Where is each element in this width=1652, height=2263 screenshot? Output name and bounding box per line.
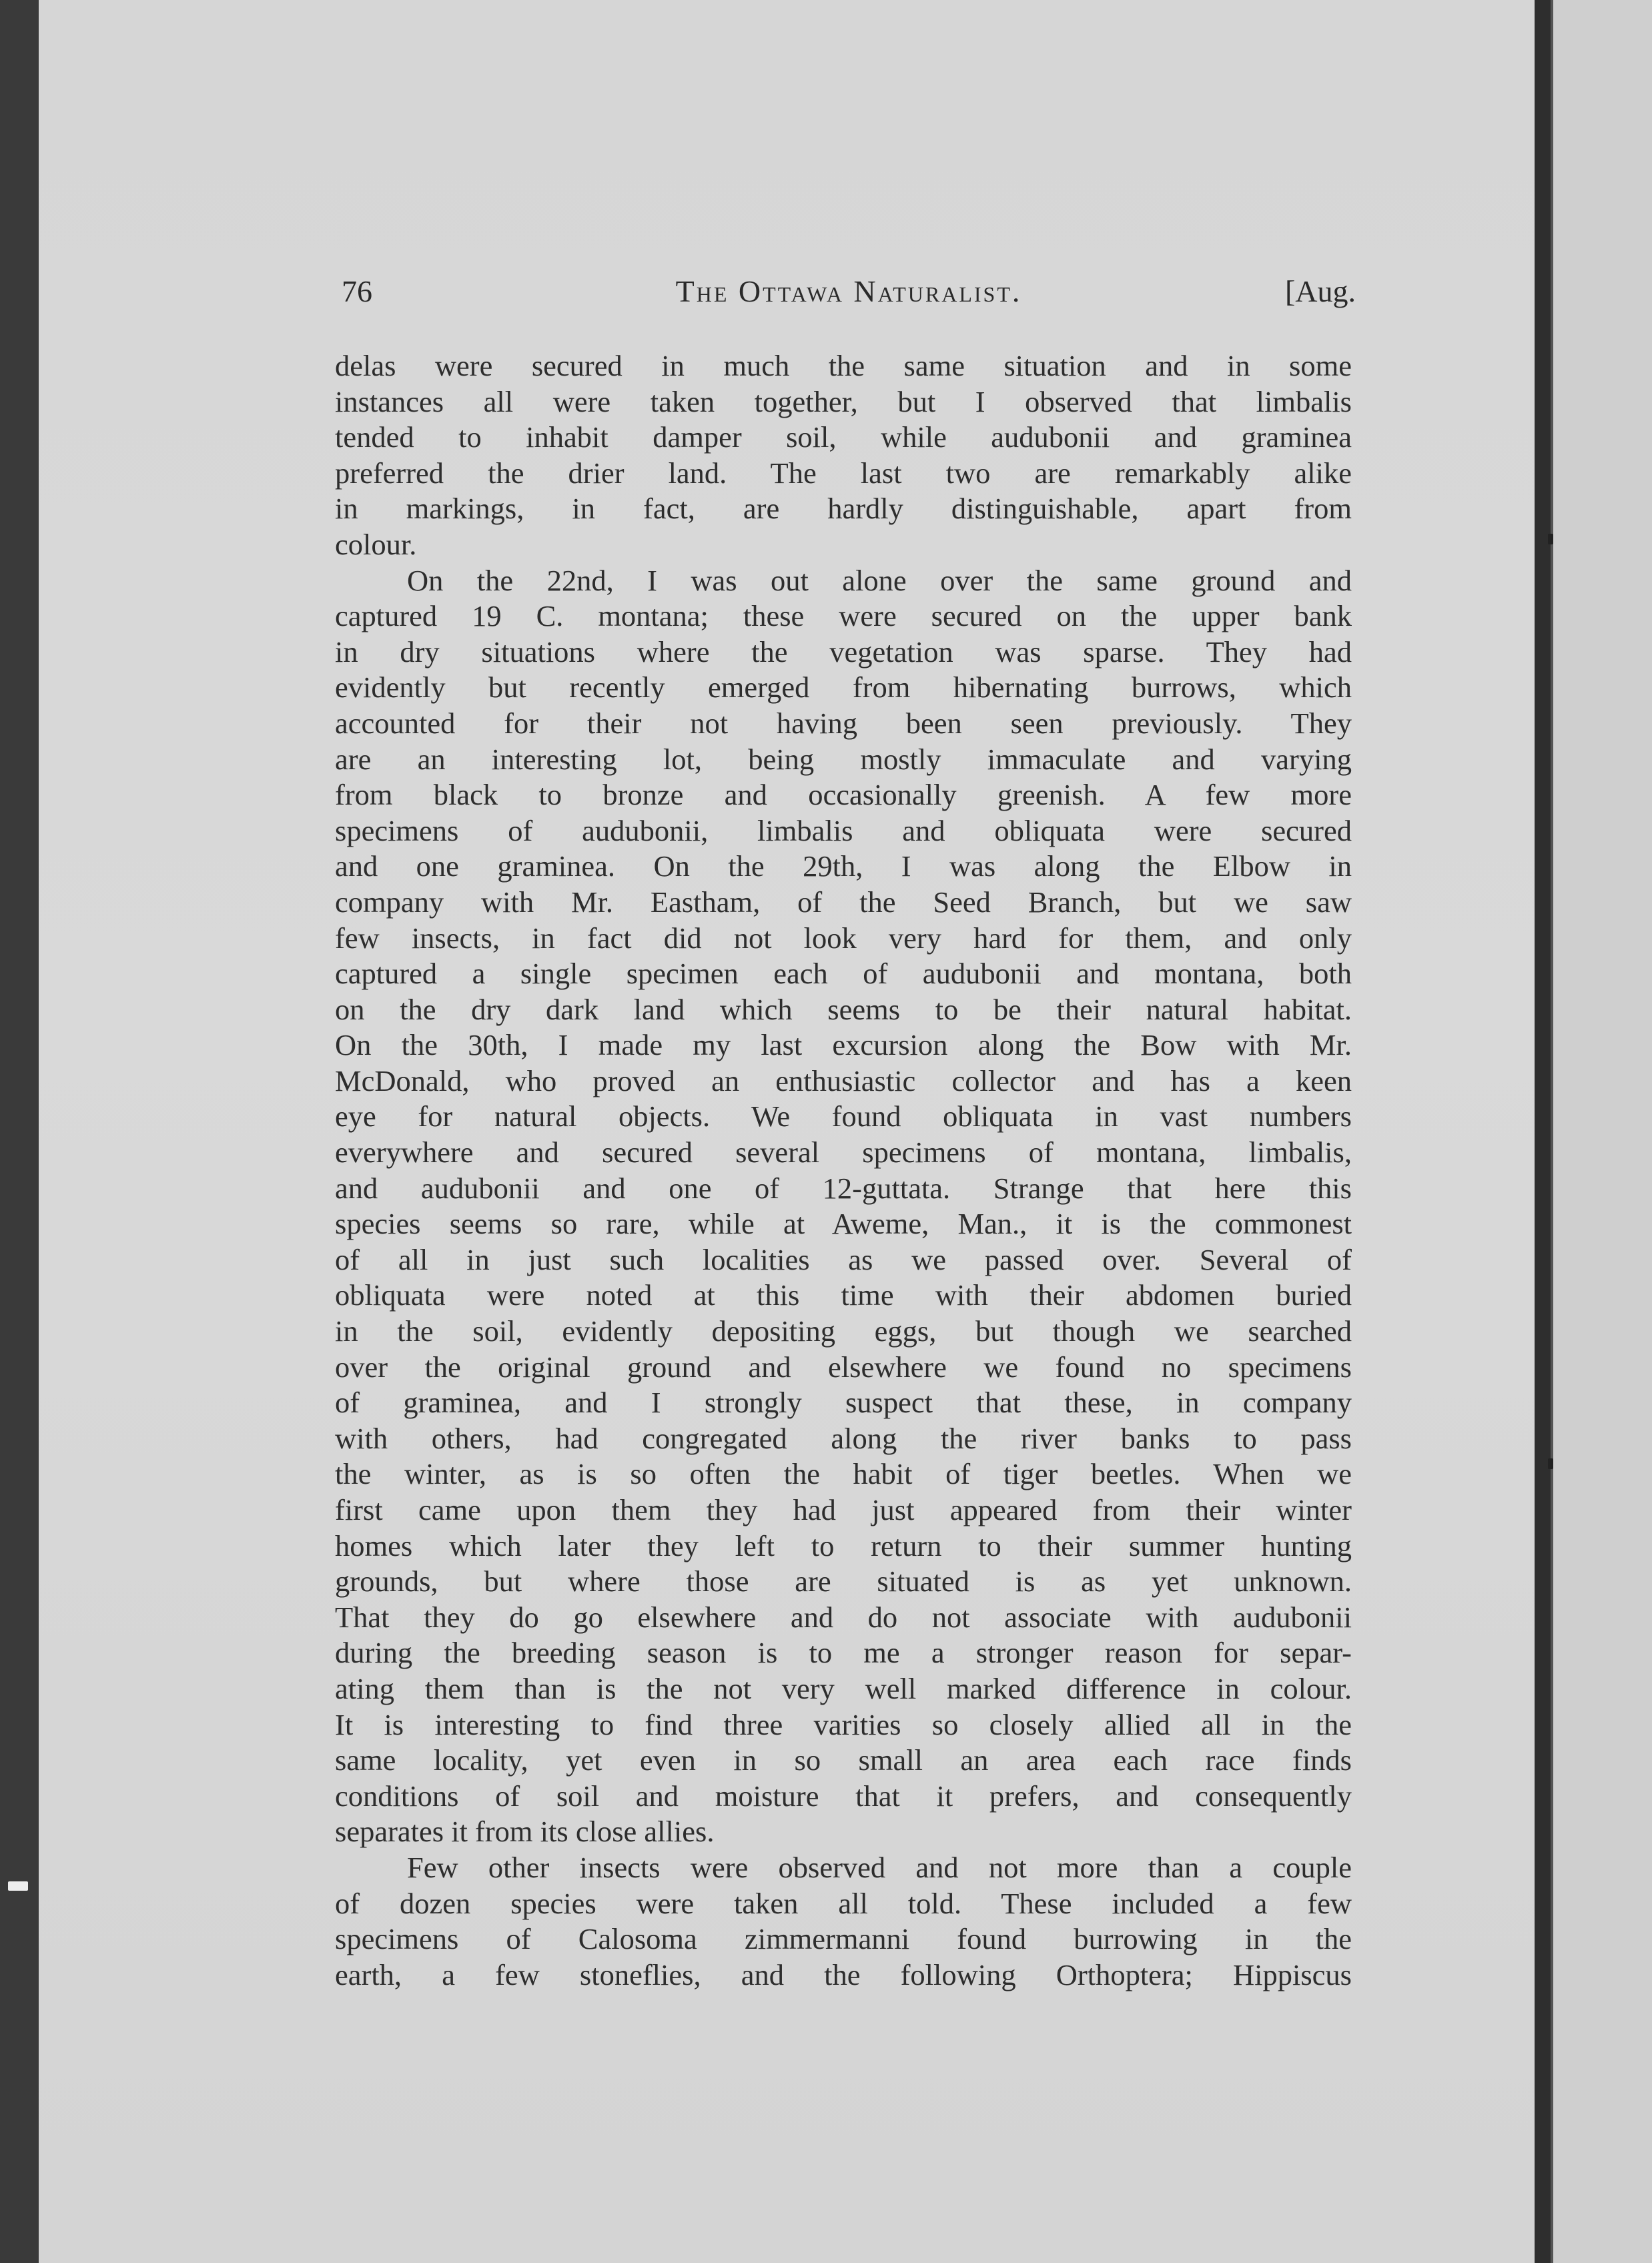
- text-line: of dozen species were taken all told. These included a few: [335, 1886, 1352, 1920]
- text-line: ating them than is the not very well marked difference in colour.: [335, 1671, 1352, 1705]
- text-line: evidently but recently emerged from hibernating burrows, which: [335, 670, 1352, 705]
- page-speck: [1548, 534, 1553, 544]
- text-line: instances all were taken together, but I observed that limbalis: [335, 384, 1352, 418]
- text-line: eye for natural objects. We found obliquata in vast numbers: [335, 1099, 1352, 1134]
- text-line: That they do go elsewhere and do not associate with audubonii: [335, 1600, 1352, 1634]
- facing-page-rule: [1551, 0, 1553, 2263]
- text-line: specimens of Calosoma zimmermanni found burrowing in the: [335, 1922, 1352, 1956]
- journal-title: The Ottawa Naturalist.: [675, 274, 1022, 308]
- page-speck: [1548, 1458, 1553, 1469]
- text-line: tended to inhabit damper soil, while audubonii and graminea: [335, 420, 1352, 454]
- text-line: first came upon them they had just appeared from their winter: [335, 1493, 1352, 1526]
- text-line: everywhere and secured several specimens of montana, limbalis,: [335, 1136, 1352, 1170]
- text-line: colour.: [335, 527, 417, 561]
- text-line: in dry situations where the vegetation was sparse. They had: [335, 634, 1352, 668]
- text-line: from black to bronze and occasionally greenish. A few more: [335, 778, 1352, 812]
- text-line: in the soil, evidently depositing eggs, but though we searched: [335, 1314, 1352, 1348]
- page-number: 76: [342, 274, 372, 308]
- text-line: and one graminea. On the 29th, I was along the Elbow in: [335, 849, 1352, 883]
- article-body: [335, 348, 1352, 1993]
- text-line: in markings, in fact, are hardly distinguishable, apart from: [335, 492, 1352, 526]
- text-line: delas were secured in much the same situation and in some: [335, 349, 1352, 382]
- text-line: Few other insects were observed and not more than a couple: [407, 1850, 1352, 1884]
- text-line: separates it from its close allies.: [335, 1815, 715, 1849]
- text-line: and audubonii and one of 12-guttata. Strange that here this: [335, 1171, 1352, 1205]
- text-line: over the original ground and elsewhere we found no specimens: [335, 1350, 1352, 1384]
- text-line: captured a single specimen each of audubonii and montana, both: [335, 957, 1352, 991]
- text-line: few insects, in fact did not look very hard for them, and only: [335, 921, 1352, 955]
- text-line: are an interesting lot, being mostly immaculate and varying: [335, 742, 1352, 776]
- text-line: same locality, yet even in so small an area each race finds: [335, 1743, 1352, 1777]
- scan-left-edge: [0, 0, 39, 2263]
- text-line: of all in just such localities as we passed over. Several of: [335, 1242, 1352, 1276]
- text-line: specimens of audubonii, limbalis and obliquata were secured: [335, 813, 1352, 847]
- text-line: homes which later they left to return to their summer hunting: [335, 1528, 1352, 1562]
- text-line: the winter, as is so often the habit of tiger beetles. When we: [335, 1457, 1352, 1491]
- text-line: preferred the drier land. The last two are remarkably alike: [335, 456, 1352, 490]
- text-line: obliquata were noted at this time with their abdomen buried: [335, 1278, 1352, 1312]
- text-line: captured 19 C. montana; these were secured on the upper bank: [335, 599, 1352, 633]
- text-line: species seems so rare, while at Aweme, Man., it is the commonest: [335, 1207, 1352, 1241]
- text-line: It is interesting to find three varities so closely allied all in the: [335, 1707, 1352, 1741]
- running-head: [342, 274, 1356, 320]
- text-line: On the 30th, I made my last excursion along the Bow with Mr.: [335, 1028, 1352, 1062]
- text-line: conditions of soil and moisture that it prefers, and consequently: [335, 1779, 1352, 1813]
- book-gutter: [1535, 0, 1551, 2263]
- page-speck: [8, 1881, 28, 1891]
- text-line: grounds, but where those are situated is as yet unknown.: [335, 1564, 1352, 1599]
- facing-page-edge: [1551, 0, 1652, 2263]
- text-line: earth, a few stoneflies, and the following Orthoptera; Hippiscus: [335, 1957, 1352, 1991]
- text-line: On the 22nd, I was out alone over the same ground and: [407, 563, 1352, 597]
- text-line: during the breeding season is to me a stronger reason for separ-: [335, 1636, 1352, 1670]
- text-line: of graminea, and I strongly suspect that these, in company: [335, 1386, 1352, 1420]
- text-line: company with Mr. Eastham, of the Seed Branch, but we saw: [335, 885, 1352, 919]
- text-line: accounted for their not having been seen previously. They: [335, 706, 1352, 740]
- issue-month: [Aug.: [1284, 274, 1356, 308]
- text-line: McDonald, who proved an enthusiastic collector and has a keen: [335, 1063, 1352, 1097]
- text-line: on the dry dark land which seems to be their natural habitat.: [335, 992, 1352, 1026]
- text-line: with others, had congregated along the river banks to pass: [335, 1421, 1352, 1455]
